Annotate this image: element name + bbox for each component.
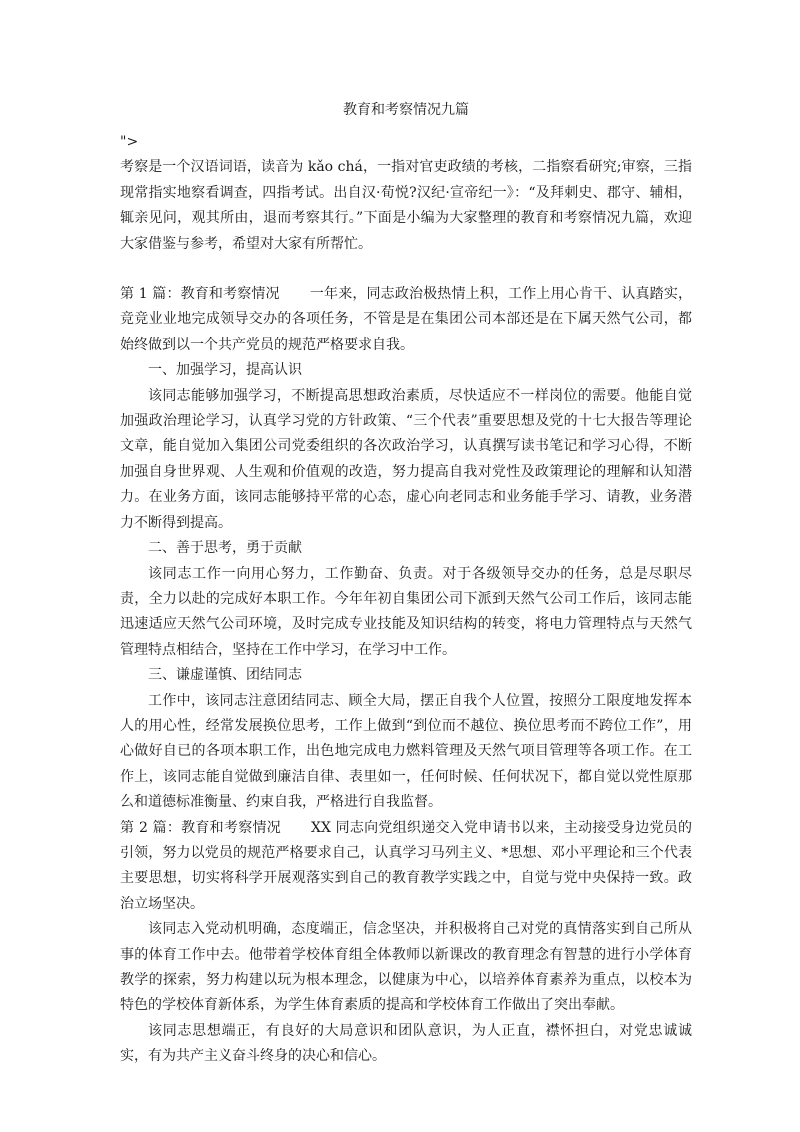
section-1-heading: 第 1 篇：教育和考察情况	[120, 286, 280, 303]
intro-paragraph: 考察是一个汉语词语，读音为 kǎo chá，一指对官吏政绩的考核，二指察看研究;审察，三指现常指实地察看调查，四指考试。出自汉·荀悦?汉纪·宣帝纪一》：“及拜刺史、郡守、辅相，辄亲见问，观其所由，退而考察其行。”下面是小编为大家整理的教育和考察情况九篇，欢迎大家借鉴与参考，希望对大家有所帮忙。	[120, 159, 692, 252]
section-1-paragraph-2: 该同志工作一向用心努力，工作勤奋、负责。对于各级领导交办的任务，总是尽职尽责，全力以赴的完成好本职工作。今年年初自集团公司下派到天然气公司工作后，该同志能迅速适应天然气公司环境，及时完成专业技能及知识结构的转变，将电力管理特点与天然气管理特点相结合，坚持在工作中学习，在学习中工作。	[120, 565, 692, 658]
document-title: 教育和考察情况九篇	[343, 102, 469, 118]
section-2-paragraph-2: 该同志思想端正，有良好的大局意识和团队意识，为人正直，襟怀担白，对党忠诚诚实，有为共产主义奋斗终身的决心和信心。	[120, 1022, 692, 1065]
section-2-lead-paragraph	[120, 816, 692, 918]
section-1-subheading-2: 二、善于思考，勇于贡献	[148, 540, 302, 557]
section-1-lead: 一年来，同志政治极热情上积，工作上用心肯干、认真踏实，竞竞业业地完成领导交办的各项任务，不管是是在集团公司本部还是在下属天然气公司，都始终做到以一个共产党员的规范严格要求自我。	[120, 286, 693, 353]
section-1-paragraph-3: 工作中，该同志注意团结同志、顾全大局，摆正自我个人位置，按照分工限度地发挥本人的用心性，经常发展换位思考，工作上做到“到位而不越位、换位思考而不跨位工作”，用心做好自已的各项本职工作，出色地完成电力燃料管理及天然气项目管理等各项工作。在工作上，该同志能自觉做到廉洁自律、表里如一，任何时候、任何状况下，都自觉以党性原那么和道德标准衡量、约束自我，严格进行自我监督。	[120, 692, 692, 811]
section-1-lead-paragraph	[120, 282, 692, 358]
paragraph-gap	[120, 257, 692, 282]
section-1-subheading-1: 一、加强学习，提高认识	[148, 362, 302, 379]
section-2-heading: 第 2 篇：教育和考察情况	[120, 819, 281, 836]
document-body	[120, 130, 692, 1070]
stray-mark: ">	[120, 134, 139, 150]
section-1-subheading-3: 三、谦虚谨慎、团结同志	[148, 667, 302, 684]
section-1-paragraph-1: 该同志能够加强学习，不断提高思想政治素质，尽快适应不一样岗位的需要。他能自觉加强政治理论学习，认真学习党的方针政策、“三个代表”重要思想及党的十七大报告等理论文章，能自觉加入集团公司党委组织的各次政治学习，认真撰写读书笔记和学习心得，不断加强自身世界观、人生观和价值观的改造，努力提高自我对党性及政策理论的理解和认知潜力。在业务方面，该同志能够持平常的心态，虚心向老同志和业务能手学习、请教，业务潜力不断得到提高。	[120, 387, 692, 531]
section-2-lead: XX 同志向党组织递交入党申请书以来，主动接受身边党员的引领，努力以党员的规范严格要求自己，认真学习马列主义、*思想、邓小平理论和三个代表主要思想，切实将科学开展观落实到自己的教育教学实践之中，自觉与党中央保持一致。政治立场坚决。	[120, 819, 692, 912]
section-2-paragraph-1: 该同志入党动机明确，态度端正，信念坚决，并积极将自己对党的真情落实到自己所从事的体育工作中去。他带着学校体育组全体教师以新课改的教育理念有智慧的进行小学体育教学的探索，努力构建以玩为根本理念，以健康为中心，以培养体育素养为重点，以校本为特色的学校体育新体系，为学生体育素质的提高和学校体育工作做出了突出奉献。	[120, 921, 692, 1014]
